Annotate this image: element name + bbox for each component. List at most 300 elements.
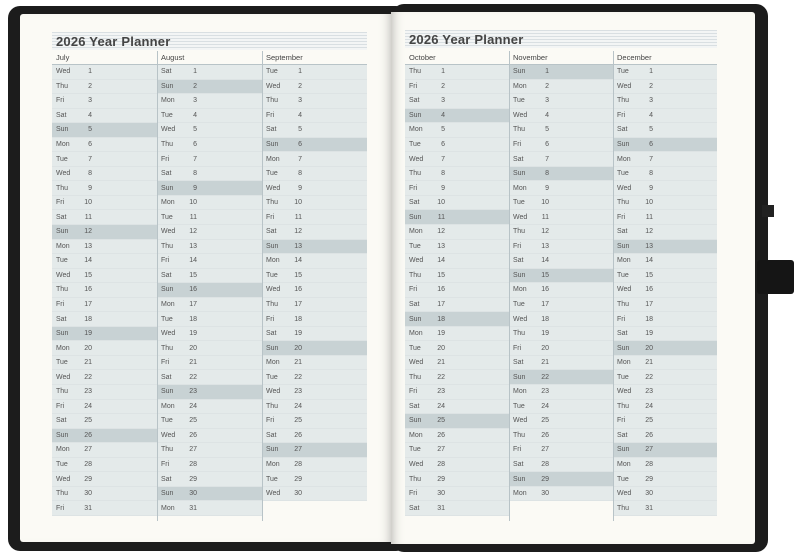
day-row xyxy=(157,109,262,124)
date-number: 30 xyxy=(437,490,445,498)
day-row xyxy=(52,501,157,516)
weekday-label: Sun xyxy=(409,315,422,323)
day-row xyxy=(613,65,717,80)
weekday-label: Wed xyxy=(266,388,281,396)
date-number: 5 xyxy=(193,126,197,134)
weekday-label: Wed xyxy=(513,417,528,425)
month-header: November xyxy=(509,51,613,65)
date-number: 22 xyxy=(294,373,302,381)
weekday-label: Thu xyxy=(617,301,630,309)
weekday-label: Thu xyxy=(617,402,630,410)
day-row xyxy=(262,181,367,196)
day-row xyxy=(509,123,613,138)
date-number: 14 xyxy=(294,257,302,265)
weekday-label: Tue xyxy=(56,257,68,265)
day-row xyxy=(613,225,717,240)
date-number: 20 xyxy=(294,344,302,352)
weekday-label: Thu xyxy=(513,126,526,134)
day-row xyxy=(52,487,157,502)
weekday-label: Fri xyxy=(617,213,626,221)
date-number: 17 xyxy=(437,301,445,309)
weekday-label: Sun xyxy=(266,446,279,454)
date-number: 5 xyxy=(298,126,302,134)
date-number: 2 xyxy=(649,82,653,90)
weekday-label: Sun xyxy=(56,126,69,134)
day-row xyxy=(405,152,509,167)
date-number: 29 xyxy=(294,475,302,483)
date-number: 23 xyxy=(437,388,445,396)
weekday-label: Wed xyxy=(56,170,71,178)
day-row xyxy=(405,356,509,371)
date-number: 12 xyxy=(645,228,653,236)
day-row xyxy=(613,312,717,327)
day-row xyxy=(157,225,262,240)
day-row xyxy=(509,181,613,196)
date-number: 30 xyxy=(541,490,549,498)
day-row xyxy=(405,94,509,109)
day-row xyxy=(52,196,157,211)
month-column xyxy=(405,51,509,516)
month-column xyxy=(52,51,157,516)
date-number: 23 xyxy=(541,388,549,396)
date-number: 1 xyxy=(193,68,197,76)
column-divider xyxy=(157,51,158,521)
weekday-label: Fri xyxy=(161,359,170,367)
date-number: 13 xyxy=(84,242,92,250)
date-number: 12 xyxy=(437,228,445,236)
day-row xyxy=(509,414,613,429)
day-row xyxy=(509,487,613,502)
day-row xyxy=(52,341,157,356)
day-row xyxy=(157,152,262,167)
elastic-band xyxy=(762,205,774,217)
day-row xyxy=(157,341,262,356)
day-row xyxy=(157,210,262,225)
day-row xyxy=(262,341,367,356)
date-number: 8 xyxy=(441,170,445,178)
day-row xyxy=(613,458,717,473)
weekday-label: Fri xyxy=(161,155,170,163)
month-column xyxy=(613,51,717,516)
date-number: 24 xyxy=(541,402,549,410)
day-row xyxy=(613,298,717,313)
weekday-label: Sat xyxy=(409,301,420,309)
date-number: 24 xyxy=(189,402,197,410)
day-row xyxy=(157,312,262,327)
weekday-label: Sat xyxy=(617,126,628,134)
day-row xyxy=(509,385,613,400)
date-number: 1 xyxy=(441,68,445,76)
weekday-label: Wed xyxy=(266,490,281,498)
day-row xyxy=(405,181,509,196)
weekday-label: Sat xyxy=(56,417,67,425)
day-row xyxy=(509,254,613,269)
weekday-label: Thu xyxy=(409,170,422,178)
day-row xyxy=(509,152,613,167)
day-row xyxy=(157,385,262,400)
weekday-label: Sun xyxy=(513,170,526,178)
weekday-label: Fri xyxy=(513,446,522,454)
weekday-label: Mon xyxy=(161,199,175,207)
date-number: 11 xyxy=(541,213,549,221)
day-row xyxy=(52,181,157,196)
date-number: 24 xyxy=(437,402,445,410)
day-row xyxy=(613,167,717,182)
day-row xyxy=(52,269,157,284)
date-number: 28 xyxy=(84,461,92,469)
weekday-label: Wed xyxy=(56,475,71,483)
weekday-label: Fri xyxy=(513,242,522,250)
weekday-label: Sat xyxy=(266,330,277,338)
weekday-label: Wed xyxy=(513,213,528,221)
date-number: 15 xyxy=(437,271,445,279)
day-row xyxy=(157,138,262,153)
date-number: 25 xyxy=(294,417,302,425)
weekday-label: Tue xyxy=(161,213,173,221)
day-row xyxy=(262,414,367,429)
day-row xyxy=(509,443,613,458)
weekday-label: Mon xyxy=(409,431,423,439)
date-number: 30 xyxy=(84,490,92,498)
weekday-label: Fri xyxy=(513,141,522,148)
day-row xyxy=(613,254,717,269)
weekday-label: Mon xyxy=(513,82,527,90)
day-row xyxy=(405,341,509,356)
weekday-label: Sat xyxy=(266,126,277,134)
date-number: 7 xyxy=(441,155,445,163)
weekday-label: Wed xyxy=(409,257,424,265)
weekday-label: Tue xyxy=(56,359,68,367)
day-row xyxy=(52,443,157,458)
day-row xyxy=(613,501,717,516)
date-number: 13 xyxy=(645,242,653,250)
date-number: 19 xyxy=(645,330,653,338)
weekday-label: Mon xyxy=(513,388,527,396)
date-number: 24 xyxy=(84,402,92,410)
date-number: 21 xyxy=(541,359,549,367)
date-number: 22 xyxy=(189,373,197,381)
day-row xyxy=(613,138,717,153)
weekday-label: Thu xyxy=(266,97,279,105)
day-row xyxy=(262,443,367,458)
date-number: 10 xyxy=(437,199,445,207)
left-page xyxy=(20,14,392,542)
weekday-label: Tue xyxy=(266,68,278,76)
day-row xyxy=(262,370,367,385)
weekday-label: Mon xyxy=(161,97,175,105)
day-row xyxy=(262,196,367,211)
date-number: 22 xyxy=(437,373,445,381)
date-number: 4 xyxy=(298,111,302,119)
date-number: 28 xyxy=(294,461,302,469)
weekday-label: Fri xyxy=(617,417,626,425)
date-number: 10 xyxy=(84,199,92,207)
day-row xyxy=(405,472,509,487)
day-row xyxy=(613,283,717,298)
day-row xyxy=(262,327,367,342)
day-row xyxy=(157,181,262,196)
weekday-label: Sun xyxy=(513,373,526,381)
date-number: 6 xyxy=(298,141,302,148)
date-number: 10 xyxy=(645,199,653,207)
day-row xyxy=(262,298,367,313)
day-row xyxy=(509,400,613,415)
weekday-label: Mon xyxy=(161,402,175,410)
date-number: 3 xyxy=(545,97,549,105)
weekday-label: Thu xyxy=(409,68,422,76)
date-number: 15 xyxy=(84,271,92,279)
weekday-label: Mon xyxy=(617,461,631,469)
day-row xyxy=(52,472,157,487)
weekday-label: Sun xyxy=(617,344,630,352)
date-number: 27 xyxy=(645,446,653,454)
weekday-label: Wed xyxy=(409,461,424,469)
weekday-label: Tue xyxy=(161,111,173,119)
weekday-label: Tue xyxy=(513,97,525,105)
calendar-grid-right xyxy=(405,51,717,521)
day-row xyxy=(613,109,717,124)
weekday-label: Sat xyxy=(409,504,420,512)
weekday-label: Thu xyxy=(266,199,279,207)
day-row xyxy=(405,109,509,124)
day-row xyxy=(509,65,613,80)
day-row xyxy=(157,414,262,429)
day-row xyxy=(405,65,509,80)
day-row xyxy=(157,400,262,415)
day-row xyxy=(405,327,509,342)
date-number: 19 xyxy=(294,330,302,338)
date-number: 21 xyxy=(294,359,302,367)
day-row xyxy=(405,443,509,458)
day-row xyxy=(52,356,157,371)
weekday-label: Mon xyxy=(266,155,280,163)
date-number: 18 xyxy=(189,315,197,323)
day-row xyxy=(157,327,262,342)
day-row xyxy=(52,123,157,138)
weekday-label: Wed xyxy=(617,490,632,498)
date-number: 16 xyxy=(294,286,302,294)
date-number: 10 xyxy=(294,199,302,207)
day-row xyxy=(405,196,509,211)
date-number: 7 xyxy=(545,155,549,163)
month-header: August xyxy=(157,51,262,65)
day-row xyxy=(262,65,367,80)
weekday-label: Fri xyxy=(617,315,626,323)
day-row xyxy=(262,283,367,298)
date-number: 17 xyxy=(189,301,197,309)
weekday-label: Fri xyxy=(266,111,275,119)
day-row xyxy=(157,458,262,473)
date-number: 26 xyxy=(189,431,197,439)
day-row xyxy=(613,210,717,225)
date-number: 17 xyxy=(294,301,302,309)
day-row xyxy=(405,385,509,400)
day-row xyxy=(613,123,717,138)
date-number: 16 xyxy=(84,286,92,294)
weekday-label: Tue xyxy=(617,373,629,381)
day-row xyxy=(52,370,157,385)
day-row xyxy=(157,167,262,182)
date-number: 18 xyxy=(84,315,92,323)
weekday-label: Mon xyxy=(56,344,70,352)
date-number: 3 xyxy=(193,97,197,105)
month-column xyxy=(262,51,367,501)
day-row xyxy=(52,225,157,240)
day-row xyxy=(52,254,157,269)
day-row xyxy=(262,138,367,153)
weekday-label: Thu xyxy=(513,330,526,338)
date-number: 1 xyxy=(649,68,653,76)
date-number: 12 xyxy=(541,228,549,236)
date-number: 21 xyxy=(437,359,445,367)
date-number: 21 xyxy=(84,359,92,367)
day-row xyxy=(52,400,157,415)
date-number: 2 xyxy=(298,82,302,90)
weekday-label: Sun xyxy=(161,388,174,396)
day-row xyxy=(52,152,157,167)
day-row xyxy=(405,138,509,153)
weekday-label: Mon xyxy=(56,141,70,148)
date-number: 30 xyxy=(294,490,302,498)
weekday-label: Sun xyxy=(513,68,526,76)
weekday-label: Sat xyxy=(513,461,524,469)
date-number: 2 xyxy=(441,82,445,90)
date-number: 24 xyxy=(294,402,302,410)
day-row xyxy=(613,269,717,284)
date-number: 1 xyxy=(298,68,302,76)
weekday-label: Mon xyxy=(617,257,631,265)
date-number: 29 xyxy=(189,475,197,483)
weekday-label: Tue xyxy=(266,170,278,178)
day-row xyxy=(157,472,262,487)
date-number: 29 xyxy=(84,475,92,483)
day-row xyxy=(405,254,509,269)
day-row xyxy=(405,269,509,284)
weekday-label: Sat xyxy=(56,315,67,323)
date-number: 14 xyxy=(84,257,92,265)
weekday-label: Thu xyxy=(266,301,279,309)
date-number: 14 xyxy=(189,257,197,265)
weekday-label: Thu xyxy=(617,504,630,512)
day-row xyxy=(613,370,717,385)
day-row xyxy=(405,501,509,516)
weekday-label: Fri xyxy=(409,490,418,498)
weekday-label: Sun xyxy=(266,344,279,352)
day-row xyxy=(262,80,367,95)
weekday-label: Sat xyxy=(161,170,172,178)
day-row xyxy=(509,167,613,182)
month-header: July xyxy=(52,51,157,65)
date-number: 4 xyxy=(441,111,445,119)
weekday-label: Sun xyxy=(266,141,279,148)
date-number: 13 xyxy=(294,242,302,250)
date-number: 25 xyxy=(645,417,653,425)
page-title: 2026 Year Planner xyxy=(52,32,367,50)
month-header: September xyxy=(262,51,367,65)
day-row xyxy=(405,225,509,240)
column-divider xyxy=(613,51,614,521)
weekday-label: Sun xyxy=(617,141,630,148)
weekday-label: Sun xyxy=(56,228,69,236)
date-number: 22 xyxy=(645,373,653,381)
weekday-label: Wed xyxy=(161,431,176,439)
weekday-label: Tue xyxy=(56,461,68,469)
weekday-label: Mon xyxy=(161,301,175,309)
date-number: 7 xyxy=(193,155,197,163)
date-number: 6 xyxy=(441,141,445,148)
date-number: 27 xyxy=(294,446,302,454)
weekday-label: Tue xyxy=(617,271,629,279)
weekday-label: Fri xyxy=(56,97,65,105)
date-number: 9 xyxy=(649,184,653,192)
day-row xyxy=(405,370,509,385)
day-row xyxy=(613,414,717,429)
weekday-label: Sun xyxy=(513,271,526,279)
weekday-label: Tue xyxy=(409,141,421,148)
date-number: 19 xyxy=(189,330,197,338)
date-number: 13 xyxy=(189,242,197,250)
date-number: 8 xyxy=(545,170,549,178)
date-number: 17 xyxy=(645,301,653,309)
day-row xyxy=(52,312,157,327)
day-row xyxy=(157,487,262,502)
weekday-label: Wed xyxy=(161,228,176,236)
weekday-label: Wed xyxy=(513,111,528,119)
date-number: 26 xyxy=(294,431,302,439)
weekday-label: Sat xyxy=(513,155,524,163)
weekday-label: Sat xyxy=(161,271,172,279)
day-row xyxy=(405,283,509,298)
date-number: 16 xyxy=(189,286,197,294)
weekday-label: Sat xyxy=(56,111,67,119)
day-row xyxy=(262,225,367,240)
date-number: 5 xyxy=(441,126,445,134)
weekday-label: Thu xyxy=(409,475,422,483)
date-number: 11 xyxy=(84,213,92,221)
weekday-label: Tue xyxy=(617,170,629,178)
date-number: 22 xyxy=(84,373,92,381)
weekday-label: Fri xyxy=(409,184,418,192)
day-row xyxy=(52,385,157,400)
date-number: 24 xyxy=(645,402,653,410)
pen-loop-strap xyxy=(757,260,794,294)
day-row xyxy=(405,414,509,429)
day-row xyxy=(509,225,613,240)
weekday-label: Sat xyxy=(617,431,628,439)
right-page xyxy=(391,12,755,544)
weekday-label: Sun xyxy=(56,330,69,338)
day-row xyxy=(52,167,157,182)
weekday-label: Tue xyxy=(513,301,525,309)
date-number: 27 xyxy=(541,446,549,454)
day-row xyxy=(157,370,262,385)
day-row xyxy=(509,240,613,255)
weekday-label: Fri xyxy=(617,111,626,119)
date-number: 9 xyxy=(441,184,445,192)
day-row xyxy=(157,240,262,255)
day-row xyxy=(509,327,613,342)
day-row xyxy=(509,80,613,95)
date-number: 18 xyxy=(645,315,653,323)
weekday-label: Thu xyxy=(56,82,69,90)
day-row xyxy=(157,501,262,516)
weekday-label: Thu xyxy=(56,490,69,498)
date-number: 9 xyxy=(298,184,302,192)
weekday-label: Fri xyxy=(56,199,65,207)
date-number: 11 xyxy=(294,213,302,221)
date-number: 25 xyxy=(437,417,445,425)
date-number: 31 xyxy=(84,504,92,512)
